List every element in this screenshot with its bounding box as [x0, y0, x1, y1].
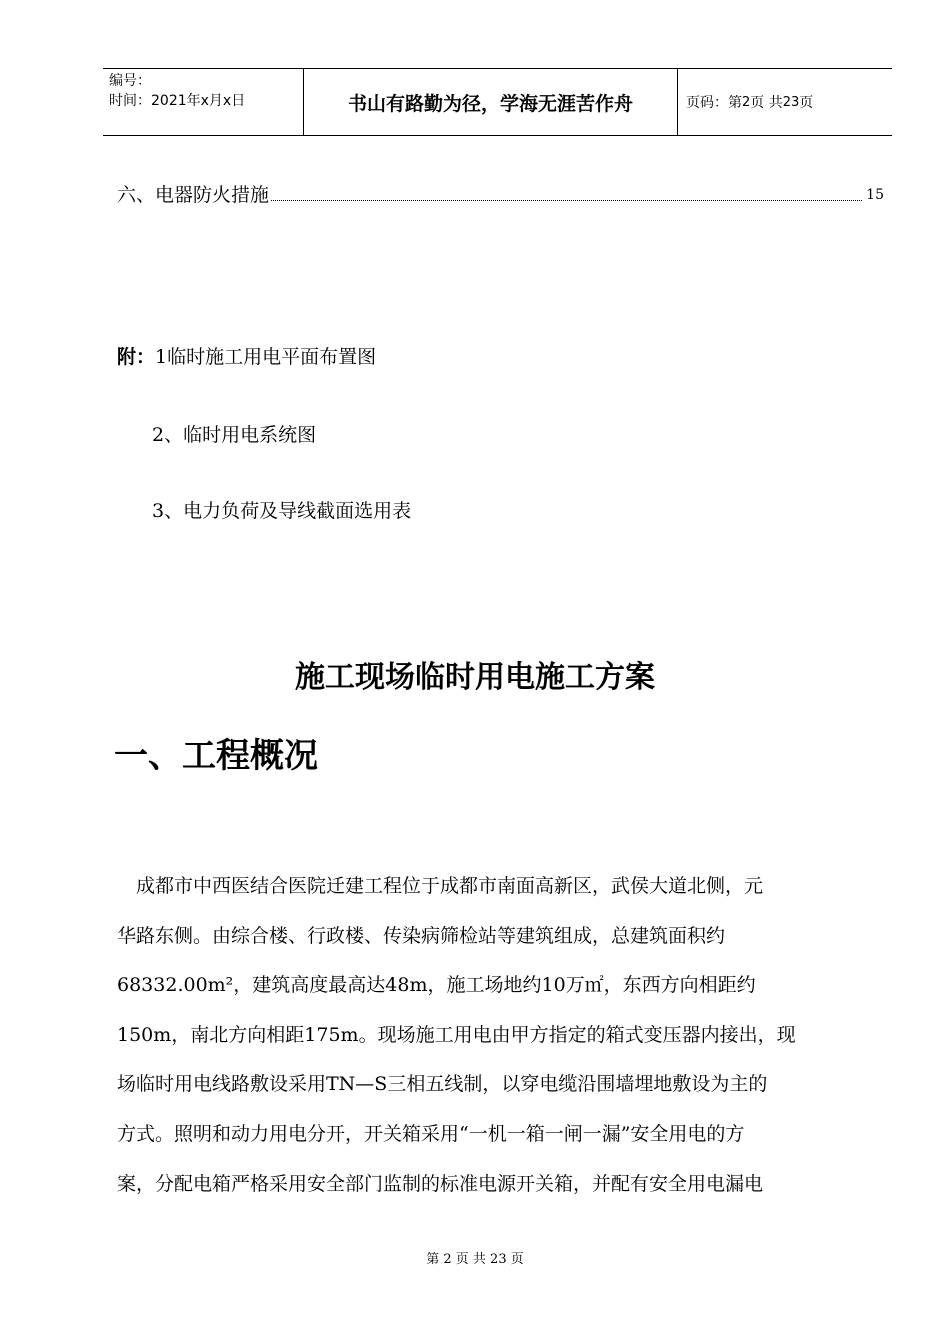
header-motto: 书山有路勤为径，学海无涯苦作舟 — [304, 69, 678, 135]
appendix-item-3: 3、电力负荷及导线截面选用表 — [152, 500, 412, 522]
paragraph-line: 场临时用电线路敷设采用TN—S三相五线制，以穿电缆沿围墙埋地敷设为主的 — [117, 1073, 768, 1096]
number-label: 编号： — [109, 73, 151, 89]
page-middle: 页 共 — [750, 95, 783, 111]
page-header — [103, 68, 892, 136]
paragraph-line: 案，分配电箱严格采用安全部门监制的标准电源开关箱，并配有安全用电漏电 — [117, 1172, 764, 1195]
header-info-cell — [103, 69, 304, 135]
document-title: 施工现场临时用电施工方案 — [295, 660, 655, 695]
toc-entry-page: 15 — [866, 187, 884, 203]
page-prefix: 页码：第 — [686, 95, 742, 111]
body-paragraph — [117, 862, 883, 1209]
paragraph-line: 华路东侧。由综合楼、行政楼、传染病筛检站等建筑组成，总建筑面积约 — [117, 924, 726, 947]
page-current: 2 — [742, 94, 751, 110]
appendix-item-1-text: 1临时施工用电平面布置图 — [155, 346, 377, 368]
toc-entry-label: 六、电器防火措施 — [117, 184, 270, 206]
appendix-prefix: 附： — [117, 346, 156, 368]
page-suffix: 页 — [799, 95, 814, 111]
toc-dot-leader — [271, 200, 862, 201]
time-label: 时间：2021年x月x日 — [109, 93, 246, 109]
paragraph-line: 150m，南北方向相距175m。现场施工用电由甲方指定的箱式变压器内接出，现 — [117, 1023, 796, 1046]
header-page-cell — [678, 69, 892, 135]
paragraph-line: 方式。照明和动力用电分开，开关箱采用“一机一箱一闸一漏”安全用电的方 — [117, 1122, 745, 1145]
paragraph-line: 成都市中西医结合医院迁建工程位于成都市南面高新区，武侯大道北侧，元 — [136, 875, 764, 897]
page-total: 23 — [782, 94, 800, 110]
page-footer: 第 2 页 共 23 页 — [426, 1252, 524, 1267]
appendix-item-1 — [117, 344, 376, 370]
paragraph-line: 68332.00m²，建筑高度最高达48m，施工场地约10万㎡，东西方向相距约 — [117, 974, 756, 997]
section-heading: 一、工程概况 — [114, 736, 318, 776]
appendix-item-2: 2、临时用电系统图 — [152, 424, 317, 446]
toc-entry — [117, 182, 884, 208]
